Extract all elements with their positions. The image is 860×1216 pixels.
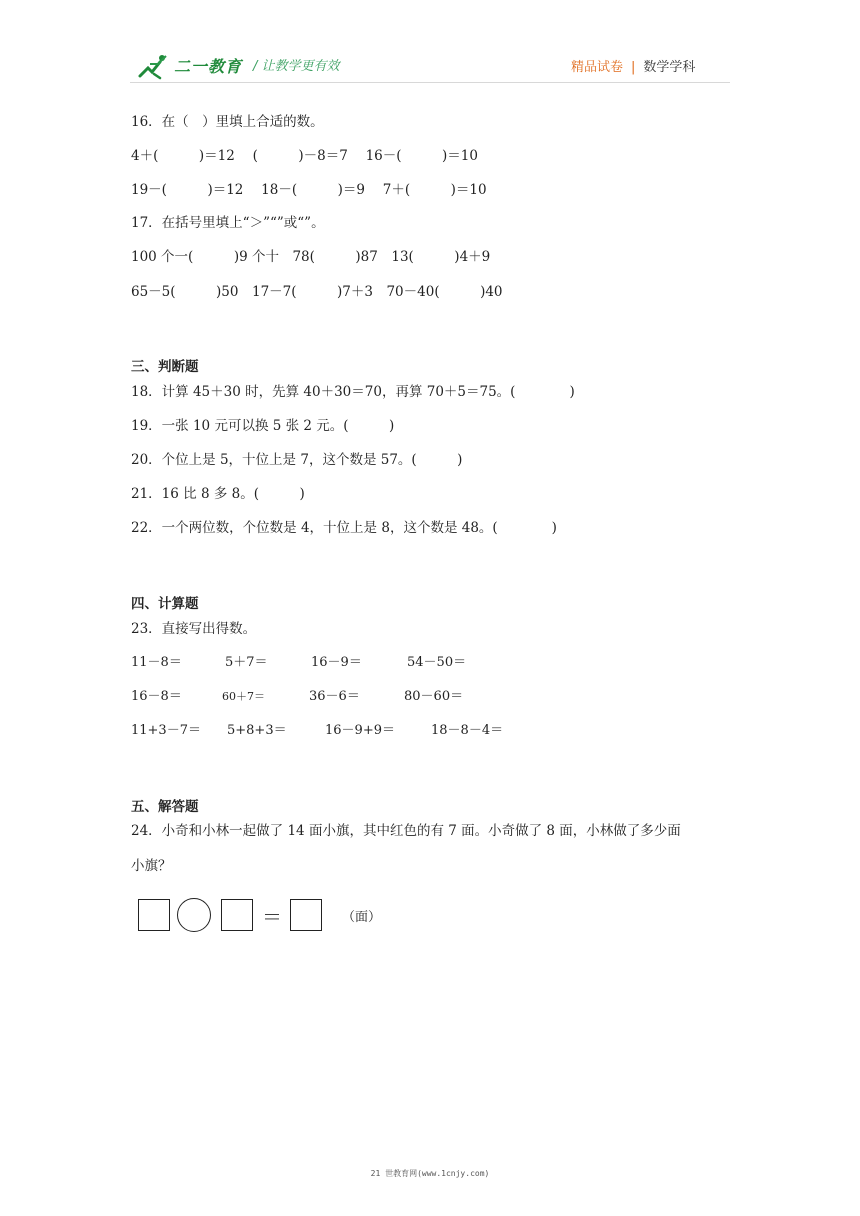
q16-title: 16．在（ ）里填上合适的数。 <box>131 114 324 130</box>
calc-cell: 16－9＝ <box>311 655 362 670</box>
logo-text: 二一教育 <box>174 57 243 76</box>
header-tag: 精品试卷 <box>571 60 624 75</box>
page-footer: 21 世教育网(www.1cnjy.com) <box>370 1169 490 1178</box>
page-header <box>0 0 860 100</box>
calc-cell: 11+3－7＝ <box>131 723 201 738</box>
q17-title: 17．在括号里填上“＞”“”或“”。 <box>131 215 325 231</box>
q17-row-2: 65－5( )50 17－7( )7＋3 70－40( )40 <box>131 284 503 300</box>
q24-line-2: 小旗？ <box>131 858 172 874</box>
judge-item: 20．个位上是 5，十位上是 7，这个数是 57。( ) <box>131 452 463 468</box>
judge-item: 19．一张 10 元可以换 5 张 2 元。( ) <box>131 418 395 434</box>
unit-label: （面） <box>342 910 382 925</box>
header-subject: 数学学科 <box>643 60 696 75</box>
answer-box[interactable] <box>290 899 322 931</box>
calc-cell: 5+8+3＝ <box>227 723 287 738</box>
judge-item: 18．计算 45＋30 时，先算 40＋30＝70，再算 70＋5＝75。( ) <box>131 384 575 400</box>
header-rule <box>130 82 730 83</box>
q24-line-1: 24．小奇和小林一起做了 14 面小旗，其中红色的有 7 面。小奇做了 8 面，小林做了多少面 <box>131 823 681 839</box>
calc-cell: 80－60＝ <box>404 689 464 704</box>
calc-cell: 36－6＝ <box>309 689 360 704</box>
calc-cell: 54－50＝ <box>407 655 467 670</box>
calc-cell: 16－9+9＝ <box>325 723 395 738</box>
judge-item: 21．16 比 8 多 8。( ) <box>131 486 305 502</box>
answer-box[interactable] <box>138 899 170 931</box>
slogan: / 让教学更有效 <box>253 59 340 74</box>
section-3-title: 三、判断题 <box>131 359 199 375</box>
answer-box[interactable] <box>221 899 253 931</box>
q23-title: 23．直接写出得数。 <box>131 621 257 637</box>
calc-cell: 18－8－4＝ <box>431 723 504 738</box>
judge-item: 22．一个两位数，个位数是 4，十位上是 8，这个数是 48。( ) <box>131 520 557 536</box>
calc-cell: 5＋7＝ <box>225 655 268 670</box>
section-5-title: 五、解答题 <box>131 799 199 815</box>
section-4-title: 四、计算题 <box>131 596 199 612</box>
q17-row-1: 100 个一( )9 个十 78( )87 13( )4＋9 <box>131 249 491 265</box>
equals-sign: ＝ <box>262 905 282 929</box>
q16-row-2: 19－( )＝12 18－( )＝9 7＋( )＝10 <box>131 182 487 198</box>
calc-cell: 11－8＝ <box>131 655 182 670</box>
header-right <box>571 56 695 75</box>
q16-row-1: 4＋( )＝12 ( )－8＝7 16－( )＝10 <box>131 148 478 164</box>
operator-circle[interactable] <box>177 898 211 932</box>
runner-logo-icon <box>136 52 172 80</box>
header-separator: | <box>631 60 636 75</box>
calc-cell: 60＋7＝ <box>222 690 265 703</box>
calc-cell: 16－8＝ <box>131 689 182 704</box>
